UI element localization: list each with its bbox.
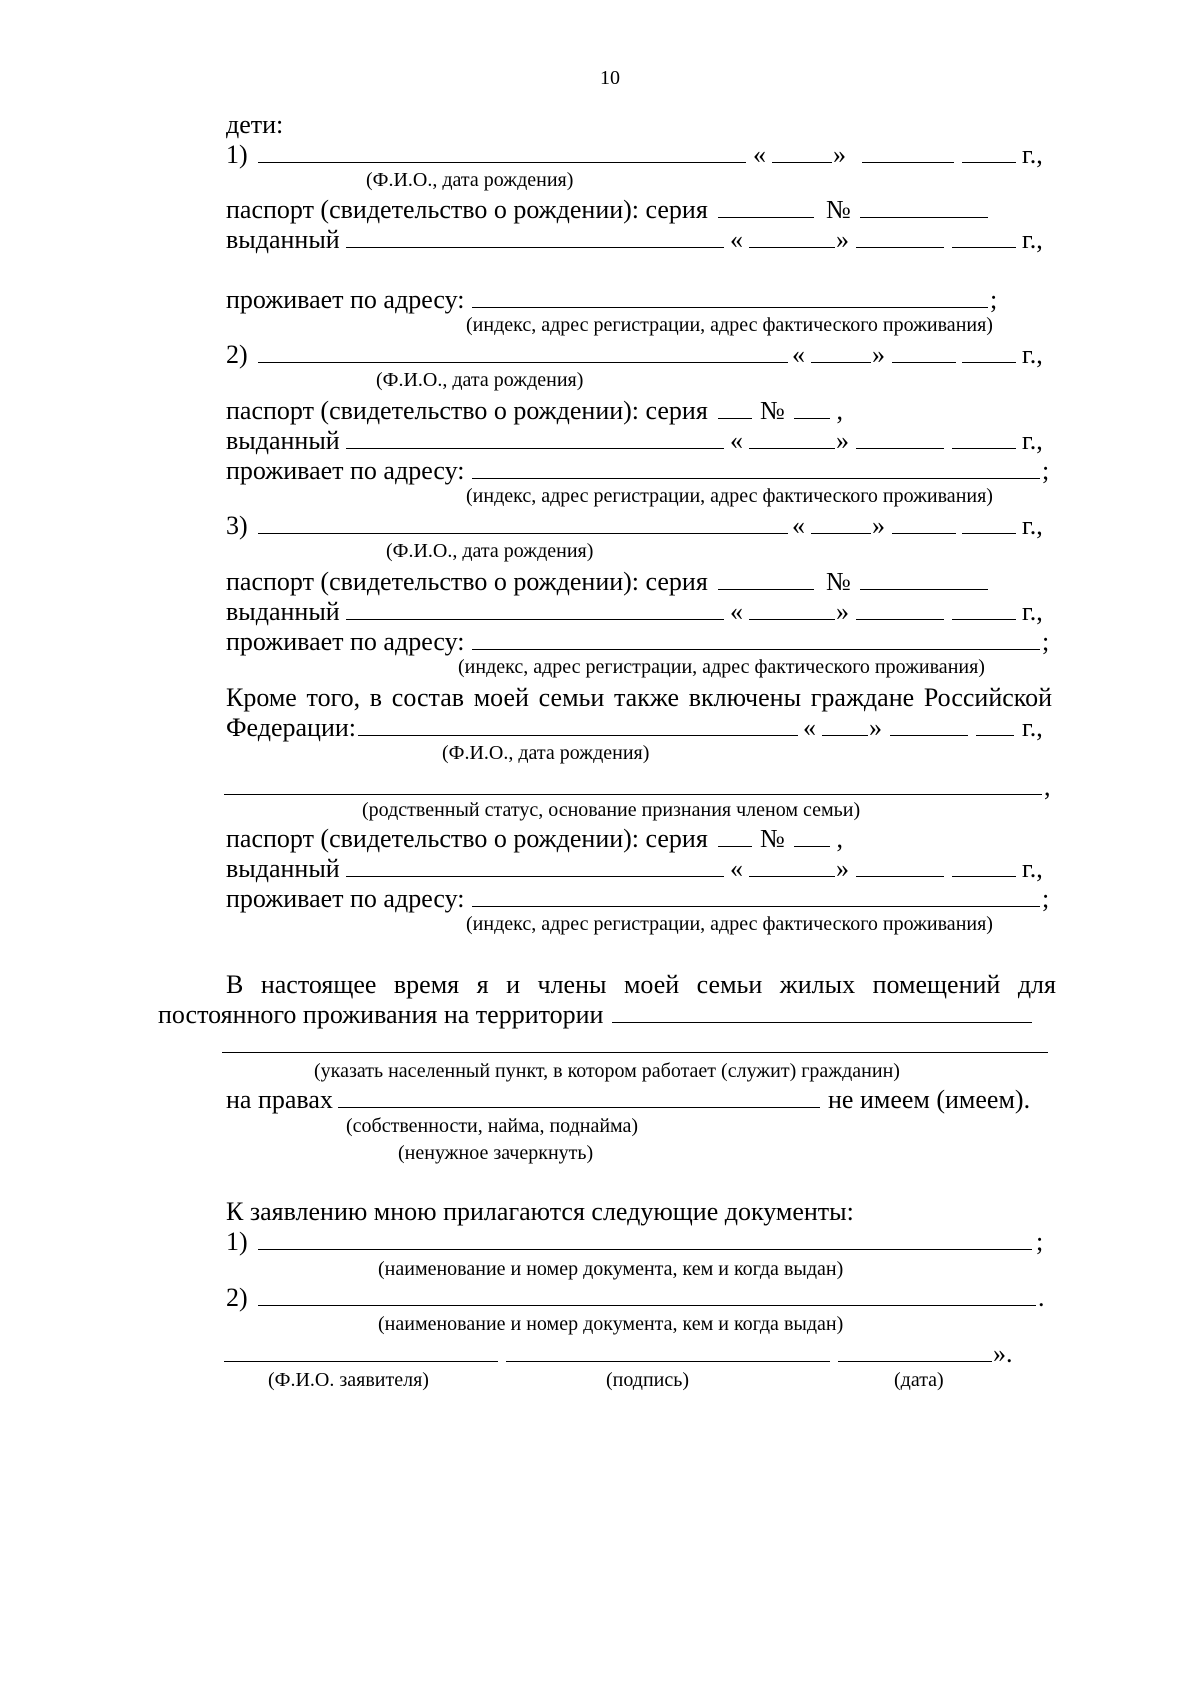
semicolon: ; — [1042, 884, 1050, 913]
member-day-field[interactable] — [822, 735, 868, 736]
child-2-issued-month-field[interactable] — [856, 448, 944, 449]
housing-line-1: В настоящее время я и члены моей семьи жилых помещений для — [226, 970, 1056, 999]
child-2-issued-day-field[interactable] — [749, 448, 835, 449]
address-hint: (индекс, адрес регистрации, адрес фактического проживания) — [466, 314, 993, 336]
child-2-day-field[interactable] — [811, 362, 871, 363]
number-sign: № — [826, 195, 851, 224]
passport-label: паспорт (свидетельство о рождении): серия — [226, 396, 708, 425]
rights-tail: не имеем (имеем). — [828, 1085, 1031, 1114]
child-1-issued-day-field[interactable] — [749, 247, 835, 248]
doc-2-number: 2) — [226, 1283, 248, 1312]
doc-hint: (наименование и номер документа, кем и когда выдан) — [378, 1313, 844, 1335]
page-number: 10 — [600, 67, 620, 89]
sign-fio-hint: (Ф.И.О. заявителя) — [268, 1369, 429, 1391]
quote-close: » — [869, 713, 882, 742]
applicant-fio-field[interactable] — [224, 1361, 498, 1362]
member-issued-month-field[interactable] — [856, 876, 944, 877]
comma: , — [830, 824, 843, 853]
child-1-passport-number-field[interactable] — [860, 217, 988, 218]
address-hint: (индекс, адрес регистрации, адрес фактического проживания) — [458, 656, 985, 678]
lives-at-label: проживает по адресу: — [226, 884, 465, 913]
year-suffix: г., — [1022, 225, 1043, 254]
child-2-issued-year-field[interactable] — [952, 448, 1016, 449]
lives-at-label: проживает по адресу: — [226, 627, 465, 656]
child-3-issued-year-field[interactable] — [952, 619, 1016, 620]
issued-label: выданный — [226, 426, 340, 455]
housing-line-2: постоянного проживания на территории — [158, 1000, 604, 1029]
also-included-line-1: Кроме того, в состав моей семьи также включены граждане Российской — [226, 683, 1052, 712]
number-sign: № — [826, 567, 851, 596]
member-year-field[interactable] — [976, 735, 1014, 736]
child-3-month-field[interactable] — [892, 533, 956, 534]
issued-label: выданный — [226, 597, 340, 626]
child-1-number: 1) — [226, 140, 248, 169]
also-included-line-2: Федерации: — [226, 713, 357, 742]
member-issued-by-field[interactable] — [346, 876, 724, 877]
doc-1-number: 1) — [226, 1227, 248, 1256]
child-2-address-field[interactable] — [472, 478, 1040, 479]
year-suffix: г., — [1022, 597, 1043, 626]
period: . — [1038, 1283, 1045, 1312]
child-2-issued-by-field[interactable] — [346, 448, 724, 449]
member-passport-series-field[interactable] — [718, 846, 752, 847]
quote-close: » — [836, 854, 849, 883]
member-passport-number-field[interactable] — [794, 846, 830, 847]
quote-close: » — [872, 340, 885, 369]
member-issued-day-field[interactable] — [749, 876, 835, 877]
quote-close: » — [836, 225, 849, 254]
doc-hint: (наименование и номер документа, кем и когда выдан) — [378, 1258, 844, 1280]
quote-open: « — [730, 225, 743, 254]
issued-label: выданный — [226, 225, 340, 254]
child-1-month-field[interactable] — [862, 162, 954, 163]
child-2-month-field[interactable] — [892, 362, 956, 363]
closing-quote: ». — [993, 1339, 1013, 1368]
doc-2-field[interactable] — [258, 1305, 1036, 1306]
child-2-fio-field[interactable] — [258, 362, 788, 363]
member-fio-field[interactable] — [358, 735, 798, 736]
year-suffix: г., — [1022, 340, 1043, 369]
child-3-issued-day-field[interactable] — [749, 619, 835, 620]
quote-open: « — [792, 511, 805, 540]
address-hint: (индекс, адрес регистрации, адрес фактического проживания) — [466, 485, 993, 507]
signature-field[interactable] — [506, 1361, 830, 1362]
child-3-fio-field[interactable] — [258, 533, 788, 534]
semicolon: ; — [1042, 627, 1050, 656]
member-relation-field[interactable] — [224, 794, 1042, 795]
relation-hint: (родственный статус, основание признания членом семьи) — [362, 799, 861, 821]
quote-open: « — [792, 340, 805, 369]
year-suffix: г., — [1022, 511, 1043, 540]
issued-label: выданный — [226, 854, 340, 883]
member-issued-year-field[interactable] — [952, 876, 1016, 877]
child-2-passport-series-field[interactable] — [718, 418, 752, 419]
children-heading: дети: — [226, 110, 284, 139]
year-suffix: г., — [1022, 140, 1043, 169]
fio-dob-hint: (Ф.И.О., дата рождения) — [442, 742, 650, 764]
child-3-issued-month-field[interactable] — [856, 619, 944, 620]
number-sign: № — [760, 824, 785, 853]
semicolon: ; — [1036, 1227, 1044, 1256]
child-1-address-field[interactable] — [472, 307, 988, 308]
child-3-issued-by-field[interactable] — [346, 619, 724, 620]
settlement-hint: (указать населенный пункт, в котором работает (служит) гражданин) — [314, 1060, 900, 1082]
passport-label: паспорт (свидетельство о рождении): серия — [226, 567, 708, 596]
rights-hint: (собственности, найма, поднайма) — [346, 1115, 639, 1137]
quote-close: » — [833, 140, 846, 169]
child-3-year-field[interactable] — [962, 533, 1016, 534]
member-month-field[interactable] — [890, 735, 968, 736]
doc-1-field[interactable] — [258, 1249, 1032, 1250]
quote-open: « — [803, 713, 816, 742]
child-1-issued-by-field[interactable] — [346, 247, 724, 248]
child-1-year-field[interactable] — [962, 162, 1016, 163]
number-sign: № — [760, 396, 785, 425]
comma: , — [830, 396, 843, 425]
sign-signature-hint: (подпись) — [606, 1369, 690, 1391]
semicolon: ; — [1042, 456, 1050, 485]
quote-close: » — [836, 426, 849, 455]
quote-open: « — [730, 597, 743, 626]
comma: , — [1044, 772, 1051, 801]
fio-dob-hint: (Ф.И.О., дата рождения) — [386, 540, 594, 562]
year-suffix: г., — [1022, 854, 1043, 883]
passport-label: паспорт (свидетельство о рождении): серия — [226, 195, 708, 224]
quote-open: « — [730, 854, 743, 883]
child-3-address-field[interactable] — [472, 649, 1040, 650]
year-suffix: г., — [1022, 426, 1043, 455]
child-3-passport-number-field[interactable] — [860, 589, 988, 590]
passport-label: паспорт (свидетельство о рождении): серия — [226, 824, 708, 853]
fio-dob-hint: (Ф.И.О., дата рождения) — [376, 369, 584, 391]
child-3-passport-series-field[interactable] — [718, 589, 814, 590]
territory-field[interactable] — [612, 1022, 1032, 1023]
quote-close: » — [872, 511, 885, 540]
sign-date-hint: (дата) — [894, 1369, 944, 1391]
date-field[interactable] — [838, 1361, 992, 1362]
child-1-issued-year-field[interactable] — [952, 247, 1016, 248]
child-3-number: 3) — [226, 511, 248, 540]
docs-heading: К заявлению мною прилагаются следующие документы: — [226, 1197, 854, 1226]
child-3-day-field[interactable] — [811, 533, 871, 534]
address-hint: (индекс, адрес регистрации, адрес фактического проживания) — [466, 913, 993, 935]
fio-dob-hint: (Ф.И.О., дата рождения) — [366, 169, 574, 191]
lives-at-label: проживает по адресу: — [226, 456, 465, 485]
member-address-field[interactable] — [472, 906, 1040, 907]
child-2-number: 2) — [226, 340, 248, 369]
child-2-passport-number-field[interactable] — [794, 418, 830, 419]
settlement-field[interactable] — [222, 1052, 1048, 1053]
quote-close: » — [836, 597, 849, 626]
child-1-passport-series-field[interactable] — [718, 217, 814, 218]
strike-hint: (ненужное зачеркнуть) — [398, 1142, 594, 1164]
child-2-year-field[interactable] — [962, 362, 1016, 363]
rights-field[interactable] — [338, 1107, 820, 1108]
quote-open: « — [730, 426, 743, 455]
rights-label: на правах — [226, 1085, 333, 1114]
child-1-issued-month-field[interactable] — [856, 247, 944, 248]
year-suffix: г., — [1022, 713, 1043, 742]
quote-open: « — [753, 140, 766, 169]
child-1-fio-field[interactable] — [258, 162, 746, 163]
semicolon: ; — [990, 285, 998, 314]
lives-at-label: проживает по адресу: — [226, 285, 465, 314]
child-1-day-field[interactable] — [772, 162, 832, 163]
